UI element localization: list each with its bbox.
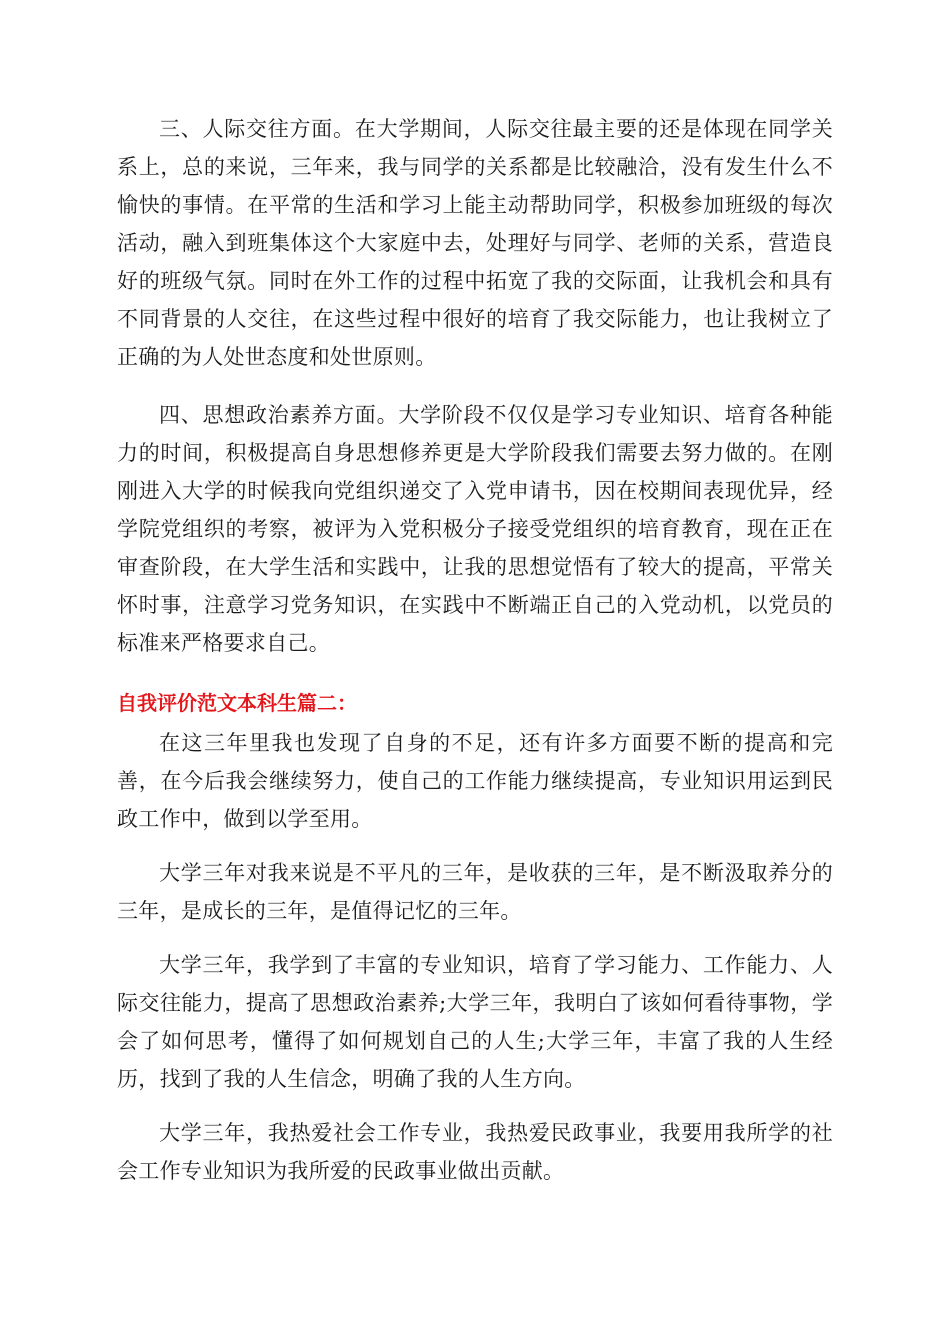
section-heading: 自我评价范文本科生篇二： [117, 691, 357, 715]
paragraph-commitment: 大学三年，我热爱社会工作专业，我热爱民政事业，我要用我所学的社会工作专业知识为我所爱的民政事业做出贡献。 [117, 1121, 833, 1183]
paragraph-three-years: 大学三年对我来说是不平凡的三年，是收获的三年，是不断汲取养分的三年，是成长的三年，是值得记忆的三年。 [117, 861, 833, 923]
document-body [117, 110, 833, 1190]
paragraph-interpersonal: 三、人际交往方面。在大学期间，人际交往最主要的还是体现在同学关系上，总的来说，三年来，我与同学的关系都是比较融洽，没有发生什么不愉快的事情。在平常的生活和学习上能主动帮助同学，积极参加班级的每次活动，融入到班集体这个大家庭中去，处理好与同学、老师的关系，营造良好的班级气氛。同时在外工作的过程中拓宽了我的交际面，让我机会和具有不同背景的人交往，在这些过程中很好的培育了我交际能力，也让我树立了正确的为人处世态度和处世原则。 [117, 117, 833, 369]
paragraph-gains: 大学三年，我学到了丰富的专业知识，培育了学习能力、工作能力、人际交往能力，提高了思想政治素养;大学三年，我明白了该如何看待事物，学会了如何思考，懂得了如何规划自己的人生;大学三年，丰富了我的人生经历，找到了我的人生信念，明确了我的人生方向。 [117, 953, 833, 1091]
paragraph-political-quality: 四、思想政治素养方面。大学阶段不仅仅是学习专业知识、培育各种能力的时间，积极提高自身思想修养更是大学阶段我们需要去努力做的。在刚刚进入大学的时候我向党组织递交了入党申请书，因在校期间表现优异，经学院党组织的考察，被评为入党积极分子接受党组织的培育教育，现在正在审查阶段，在大学生活和实践中，让我的思想觉悟有了较大的提高，平常关怀时事，注意学习党务知识，在实践中不断端正自己的入党动机，以党员的标准来严格要求自己。 [117, 403, 833, 655]
paragraph-shortcomings: 在这三年里我也发现了自身的不足，还有许多方面要不断的提高和完善，在今后我会继续努力，使自己的工作能力继续提高，专业知识用运到民政工作中，做到以学至用。 [117, 731, 833, 831]
